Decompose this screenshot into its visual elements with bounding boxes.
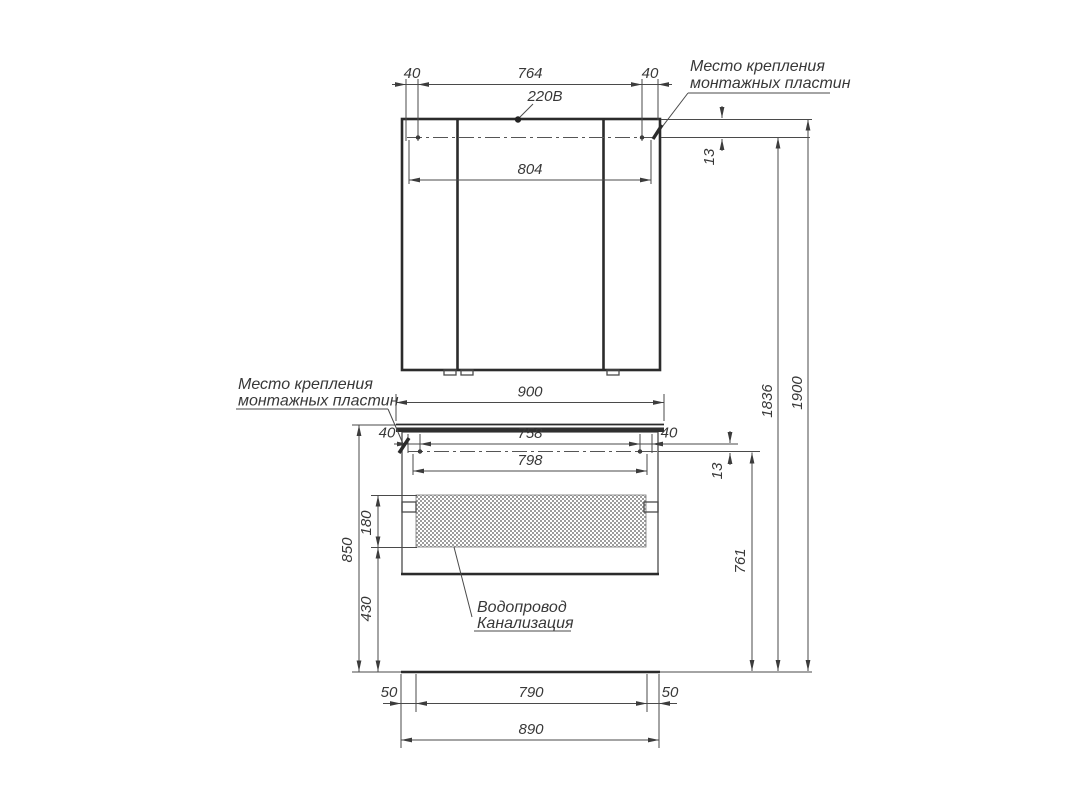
dim-body-width: 890 [518,721,544,738]
dim-countertop-width: 900 [517,383,543,401]
dim-total-height: 1900 [789,376,806,410]
dim-mount-span: 758 [517,425,543,442]
mounting-note-line1: Место крепления [238,376,373,393]
mounting-note-line1: Место крепления [690,58,825,75]
dim-offset-left: 40 [378,424,396,442]
dim-plate-drop: 13 [709,462,726,480]
dim-mount-span: 764 [517,65,543,82]
mounting-note-line2: монтажных пластин [238,392,399,410]
plumbing-line2: Канализация [477,615,574,632]
mounting-note-line2: монтажных пластин [690,75,851,92]
dim-install-height: 850 [339,537,356,563]
dim-plate-span: 804 [517,161,543,178]
power-point-dot [515,116,521,122]
dim-bottom-offset-right: 50 [661,684,679,701]
dim-opening-height: 180 [358,510,375,536]
dim-plate-drop: 13 [701,148,718,166]
pipe-opening-hatch [416,495,646,547]
dim-vanity-mount-height: 761 [732,548,749,574]
dim-offset-right: 40 [660,424,678,442]
plumbing-line1: Водопровод [477,599,567,616]
dim-offset-right: 40 [641,65,659,82]
dim-mirror-mount-height: 1836 [759,384,776,418]
power-label: 220В [527,88,563,105]
dim-offset-left: 40 [403,65,421,82]
dim-bottom-offset-left: 50 [380,684,398,701]
dim-plate-span: 798 [517,452,543,469]
dim-floor-clearance: 430 [358,596,375,622]
dim-bottom-opening: 790 [518,684,544,701]
